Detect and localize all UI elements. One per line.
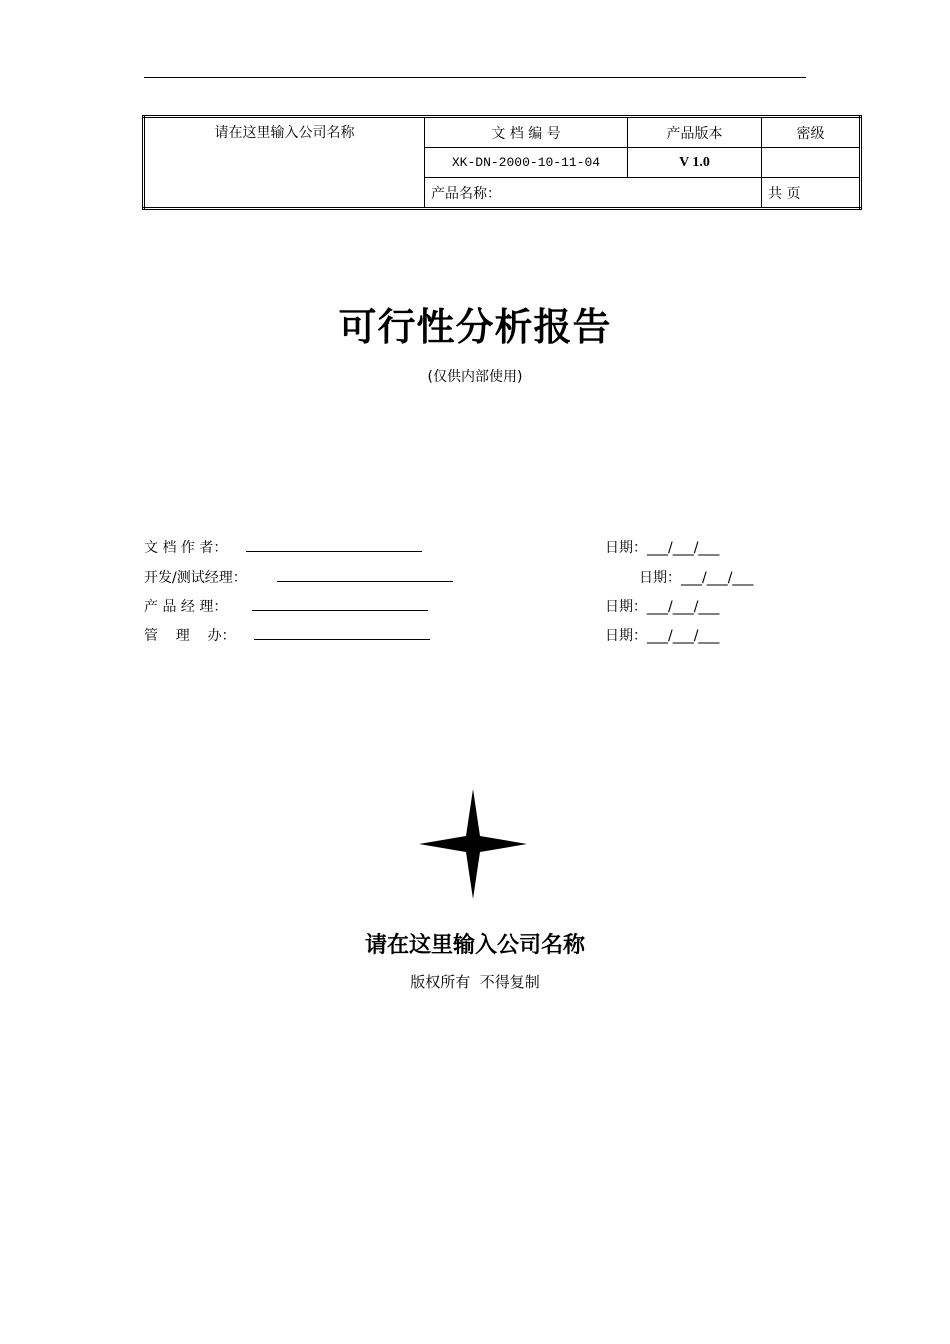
doc-number-label: 文 档 编 号: [425, 117, 628, 148]
author-label: 文 档 作 者：: [144, 540, 228, 556]
product-version-label: 产品版本: [628, 117, 762, 148]
dev-test-manager-signature-line[interactable]: [277, 567, 453, 582]
header-rule: [144, 77, 806, 78]
author-signature-line[interactable]: [246, 537, 422, 552]
date-row-management-office: [605, 625, 719, 645]
signature-row-management-office: [144, 625, 430, 645]
document-title: 可行性分析报告: [338, 305, 612, 349]
product-manager-signature-line[interactable]: [252, 596, 428, 611]
total-pages-field[interactable]: 共 页: [762, 178, 861, 209]
signature-row-author: [144, 537, 422, 557]
product-name-field[interactable]: 产品名称：: [425, 178, 762, 209]
product-manager-date-label: 日期：: [605, 599, 647, 615]
management-office-label: 管 理 办：: [144, 628, 236, 644]
document-info-table: [142, 115, 862, 210]
product-version-value[interactable]: V 1.0: [628, 148, 762, 178]
management-office-date-value[interactable]: ___/___/___: [647, 628, 720, 644]
security-level-value[interactable]: [762, 148, 861, 178]
signature-row-dev-test-manager: [144, 567, 453, 587]
copyright-notice: 版权所有 不得复制: [410, 973, 540, 991]
management-office-signature-line[interactable]: [254, 625, 430, 640]
document-subtitle: (仅供内部使用): [427, 369, 523, 385]
author-date-label: 日期：: [605, 540, 647, 556]
product-manager-label: 产 品 经 理：: [144, 599, 228, 615]
four-point-star-icon: [419, 789, 527, 899]
dev-test-manager-label: 开发/测试经理：: [144, 570, 247, 586]
product-manager-date-value[interactable]: ___/___/___: [647, 599, 720, 615]
company-name-cell[interactable]: 请在这里输入公司名称: [144, 117, 425, 209]
date-row-author: [605, 537, 719, 557]
author-date-value[interactable]: ___/___/___: [647, 540, 720, 556]
dev-test-manager-date-value[interactable]: ___/___/___: [681, 570, 754, 586]
date-row-dev-test-manager: [639, 567, 753, 587]
date-row-product-manager: [605, 596, 719, 616]
signature-row-product-manager: [144, 596, 428, 616]
management-office-date-label: 日期：: [605, 628, 647, 644]
doc-number-value[interactable]: XK-DN-2000-10-11-04: [425, 148, 628, 178]
footer-company-name: 请在这里输入公司名称: [364, 933, 585, 958]
dev-test-manager-date-label: 日期：: [639, 570, 681, 586]
security-level-label: 密级: [762, 117, 861, 148]
